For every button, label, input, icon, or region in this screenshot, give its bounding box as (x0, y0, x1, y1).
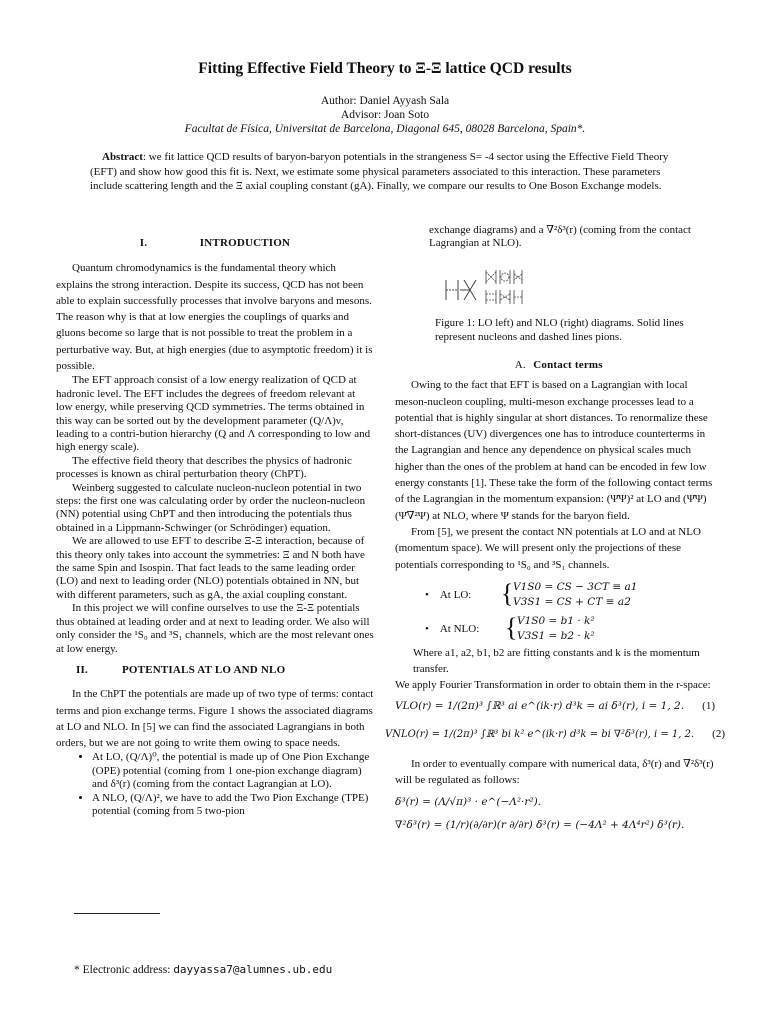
paper-title: Fitting Effective Field Theory to Ξ-Ξ lattice QCD results (198, 60, 572, 77)
section-introduction-heading: I. INTRODUCTION (139, 237, 291, 249)
equation-laplacian-delta: ∇²δ³(r) = (1/r)(∂/∂r)(r ∂/∂r) δ³(r) = (−4Λ² + 4Λ⁴r²) δ³(r). (395, 818, 685, 831)
right-column-main (385, 357, 725, 833)
equation-2: VNLO(r) = 1/(2π)³ ∫ℝ³ bi k² e^(ik·r) d³k = bi ∇²δ³(r), i = 1, 2. (2) (385, 727, 725, 740)
potentials-paragraph: In the ChPT the potentials are made up of two type of terms: contact terms and pion exchange terms. Figure 1 shows the associated diagrams at LO and NLO. In [5] we can find the associated Lagrangians in both orders, but we are not going to write them owing to space needs. (56, 688, 374, 750)
intro-paragraph-2: The EFT approach consist of a low energy realization of QCD at hadronic level. The EFT includes the degrees of freedom relevant at low energy, while preserving QCD symmetries. The terms obtained in this way can be sorted out by the development parameter (Q/Λ)ν, leading to a contri-bution hierarchy (Q and Λ corresponding to low and high energy scale). (56, 374, 371, 454)
section-potentials-heading: II. POTENTIALS AT LO AND NLO (76, 663, 286, 676)
footnote-label: * Electronic address: (74, 964, 174, 976)
regulation-paragraph: In order to eventually compare with numerical data, δ³(r) and ∇²δ³(r) will be regulated as follows: (395, 757, 714, 787)
fitting-constants-paragraph: Where a1, a2, b1, b2 are fitting constants and k is the momentum transfer. (413, 646, 700, 676)
lo-equation-block: • At LO: { V1S0 = CS − 3CT ≡ a1 V3S1 = CS + CT ≡ a2 (425, 578, 638, 608)
author-line: Author: Daniel Ayyash Sala (320, 95, 450, 107)
email-link[interactable]: dayyassa7@alumnes.ub.edu (173, 963, 333, 976)
subsection-contact-terms-heading: A. Contact terms (514, 359, 603, 371)
bullet-nlo: • A NLO, (Q/Λ)², we have to add the Two Pion Exchange (TPE) potential (coming from 5 two-pion (92, 792, 374, 819)
order-bullet-list (56, 751, 374, 818)
affiliation-line: Facultat de Física, Universitat de Barcelona, Diagonal 645, 08028 Barcelona, Spain*. (184, 123, 586, 135)
intro-paragraph-4: Weinberg suggested to calculate nucleon-nucleon potential in two steps: the first one was calculating order by order the nucleon-nucleon (NN) potential using ChPT and then introducing the potentials thus obtained in a Lippmann-Schwinger (or Schrödinger) equation. (56, 481, 366, 534)
intro-paragraph-6: In this project we will confine ourselves to use the Ξ-Ξ potentials thus obtained at leading order and at next to leading order. We also will only consider the ¹S₀ and ³S₁ channels, which are the most relevant ones at low energy. (56, 602, 374, 655)
figure-1-diagrams (440, 268, 520, 308)
footnote-rule (74, 913, 160, 914)
nlo-diagrams-icon (484, 268, 524, 308)
abstract-label: Abstract (102, 151, 143, 163)
advisor-line: Advisor: Joan Soto (340, 109, 430, 121)
contact-potentials-paragraph: From [5], we present the contact NN potentials at LO and at NLO (momentum space). We will present only the projections of these potentials corresponding to ¹S₀ and ³S₁ channels. (395, 525, 701, 571)
bullet-lo: • At LO, (Q/Λ)⁰, the potential is made up of One Pion Exchange (OPE) potential (coming from 1 one-pion exchange diagram) and δ³(r) (coming from the contact Lagrangian at LO). (92, 751, 374, 791)
contact-terms-paragraph: Owing to the fact that EFT is based on a Lagrangian with local meson-nucleon coupling, multi-meson exchange processes lead to a potential that is highly singular at short distances. To renormalize these short-distances (UV) divergences one has to introduce counterterms in the Lagrangian and hence any dependence on physical scales much higher than the ones of the problem at hand can be encoded in few low energy constants [1]. These take the form of the following contact terms of the Lagrangian in the momentum expansion: (Ψ̄Ψ)² at LO and (Ψ̄Ψ)(Ψ̄∇²Ψ) at NLO, where Ψ stands for the baryon field. (395, 379, 713, 522)
abstract-text: : we fit lattice QCD results of baryon-baryon potentials in the strangeness S= -4 sector using the Effective Field Theory (EFT) and show how good this fit is. Next, we estimate some physical parameters associated to this interaction. These parameters include scattering length and the Ξ axial coupling constant (gA). Finally, we compare our results to One Boson Exchange models. (90, 151, 669, 192)
abstract (90, 150, 686, 194)
intro-paragraph-5: We are allowed to use EFT to describe Ξ-Ξ interaction, because of this theory only takes into account the symmetries: Ξ and N both have the same Spin and Isospin. That fact leads to the same leading order (LO) and next to leading order (NLO) potentials obtained in NN, but with different parameters, such as gA, the axial coupling constant. (56, 535, 365, 601)
right-column-top (395, 224, 715, 251)
equation-delta: δ³(r) = (Λ/√π)³ · e^(−Λ²·r²). (395, 796, 542, 809)
nlo-bullet-continuation: exchange diagrams) and a ∇²δ³(r) (coming from the contact Lagrangian at NLO). (429, 224, 691, 250)
intro-paragraph-1: Quantum chromodynamics is the fundamental theory which explains the strong interaction. Despite its success, QCD has not been able to explain successfully processes that involve baryons and mesons. The reason why is that at low energies the couplings of quarks and gluons become so large that is not possible to treat the problem in a perturbative way. But, at high energies (due to asymptotic freedom) it is possible. (56, 262, 373, 373)
nlo-equation-block: • At NLO: { V1S0 = b1 · k² V3S1 = b2 · k² (425, 612, 595, 642)
equation-1: VLO(r) = 1/(2π)³ ∫ℝ³ ai e^(ik·r) d³k = ai δ³(r), i = 1, 2. (1) (395, 699, 715, 712)
fourier-paragraph: We apply Fourier Transformation in order to obtain them in the r-space: (395, 679, 711, 692)
left-column (56, 235, 374, 818)
figure-1-caption: Figure 1: LO left) and NLO (right) diagrams. Solid lines represent nucleons and dashed lines pions. (435, 317, 684, 343)
intro-paragraph-3: The effective field theory that describes the physics of hadronic processes is known as chiral perturbation theory (ChPT). (56, 454, 352, 481)
footnote (74, 963, 332, 976)
